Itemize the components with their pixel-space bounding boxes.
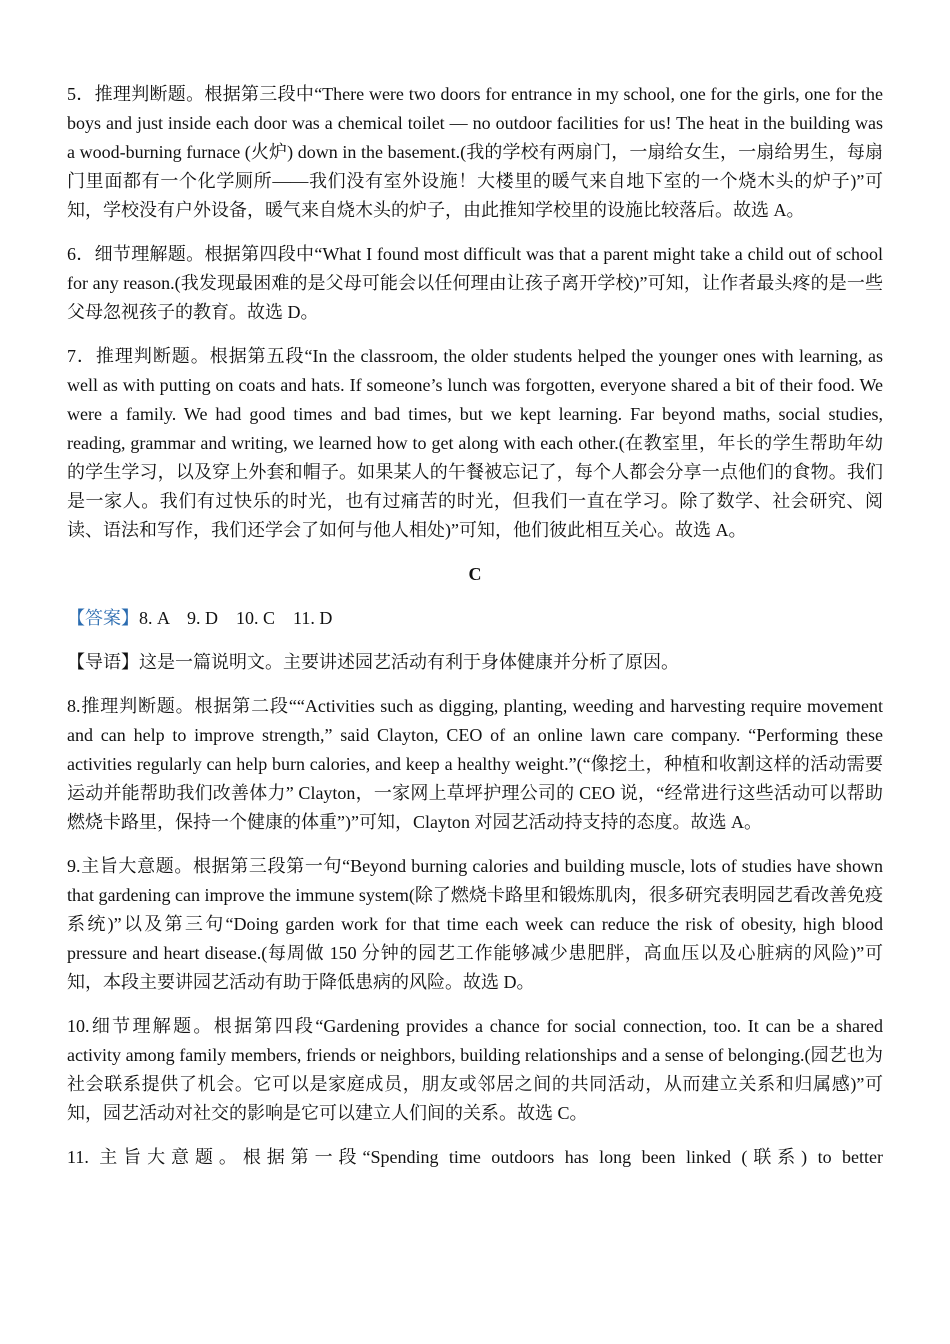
guide-label: 【导语】 <box>67 652 139 672</box>
explanation-q10: 10.细节理解题。根据第四段“Gardening provides a chance for social connection, too. It can be a shared activity among family members, friends or neighbors, building relationships and a sense of belonging.(园艺也为社会联系提供了机会。它可以是家庭成员，朋友或邻居之间的共同活动，从而建立关系和归属感)”可知，园艺活动对社交的影响是它可以建立人们间的关系。故选 C。 <box>67 1016 883 1123</box>
explanation-q8: 8.推理判断题。根据第二段““Activities such as digging, planting, weeding and harvesting require movement and can help to improve strength,” said Clayton, CEO of an online lawn care company. “Performing these activities regularly can help burn calories, and keep a healthy weight.”(“像挖土，种植和收割这样的活动需要运动并能帮助我们改善体力” Clayton，一家网上草坪护理公司的 CEO 说，“经常进行这些活动可以帮助燃烧卡路里，保持一个健康的体重”)”可知，Clayton 对园艺活动持支持的态度。故选 A。 <box>67 696 883 832</box>
guide-text: 这是一篇说明文。主要讲述园艺活动有利于身体健康并分析了原因。 <box>139 652 679 672</box>
answer-label: 【答案】 <box>67 608 139 628</box>
answer-text: 8. A 9. D 10. C 11. D <box>139 608 333 628</box>
explanation-q11: 11. 主旨大意题。根据第一段“Spending time outdoors has long been linked (联系) to better <box>67 1147 883 1167</box>
guide-line <box>67 648 883 677</box>
answer-line <box>67 604 883 633</box>
section-title: C <box>468 564 482 584</box>
explanation-q7: 7．推理判断题。根据第五段“In the classroom, the older students helped the younger ones with learning, as well as with putting on coats and hats. If someone’s lunch was forgotten, everyone shared a bit of their food. We were a family. We had good times and bad times, but we kept learning. Far beyond maths, social studies, reading, grammar and writing, we learned how to get along with each other.(在教室里，年长的学生帮助年幼的学生学习，以及穿上外套和帽子。如果某人的午餐被忘记了，每个人都会分享一点他们的食物。我们是一家人。我们有过快乐的时光，也有过痛苦的时光，但我们一直在学习。除了数学、社会研究、阅读、语法和写作，我们还学会了如何与他人相处)”可知，他们彼此相互关心。故选 A。 <box>67 346 883 540</box>
explanation-q9: 9.主旨大意题。根据第三段第一句“Beyond burning calories and building muscle, lots of studies have shown that gardening can improve the immune system(除了燃烧卡路里和锻炼肌肉，很多研究表明园艺看改善免疫系统)”以及第三句“Doing garden work for that time each week can reduce the risk of obesity, high blood pressure and heart disease.(每周做 150 分钟的园艺工作能够减少患肥胖，高血压以及心脏病的风险)”可知，本段主要讲园艺活动有助于降低患病的风险。故选 D。 <box>67 856 883 992</box>
explanation-q5: 5．推理判断题。根据第三段中“There were two doors for entrance in my school, one for the girls, one for the boys and just inside each door was a chemical toilet — no outdoor facilities for us! The heat in the building was a wood-burning furnace (火炉) down in the basement.(我的学校有两扇门，一扇给女生，一扇给男生，每扇门里面都有一个化学厕所——我们没有室外设施！大楼里的暖气来自地下室的一个烧木头的炉子)”可知，学校没有户外设备，暖气来自烧木头的炉子，由此推知学校里的设施比较落后。故选 A。 <box>67 84 883 220</box>
explanation-q6: 6．细节理解题。根据第四段中“What I found most difficult was that a parent might take a child out of school for any reason.(我发现最困难的是父母可能会以任何理由让孩子离开学校)”可知，让作者最头疼的是一些父母忽视孩子的教育。故选 D。 <box>67 244 883 322</box>
document-page <box>67 80 883 1187</box>
